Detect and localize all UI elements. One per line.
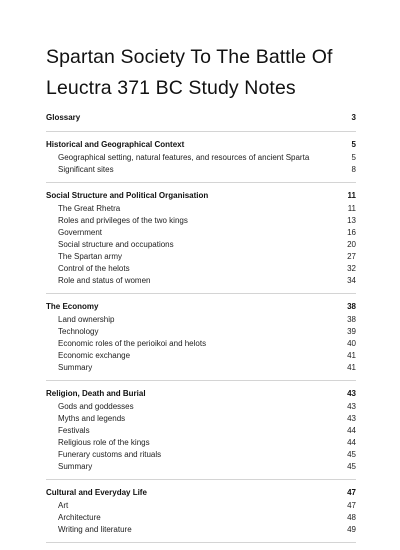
toc-entry-page-number: 20	[347, 240, 356, 249]
toc-entry[interactable]	[46, 425, 356, 437]
toc-section	[46, 190, 356, 294]
toc-entry-label: Roles and privileges of the two kings	[58, 216, 188, 225]
toc-entry-page-number: 44	[347, 438, 356, 447]
toc-entry-label: Economic exchange	[58, 351, 131, 360]
toc-entry-page-number: 41	[347, 351, 356, 360]
toc-entry-page-number: 8	[351, 165, 356, 174]
toc-section-heading[interactable]	[46, 139, 356, 151]
toc-entry-label: Land ownership	[58, 315, 115, 324]
toc-entry[interactable]	[46, 251, 356, 263]
toc-entry-page-number: 48	[347, 513, 356, 522]
toc-entry-label: Art	[58, 501, 69, 510]
toc-entry[interactable]	[46, 203, 356, 215]
toc-entry-label: Festivals	[58, 426, 90, 435]
toc-section	[46, 139, 356, 183]
toc-entry-page-number: 47	[347, 501, 356, 510]
toc-entry[interactable]	[46, 326, 356, 338]
toc-heading-page-number: 3	[351, 113, 356, 122]
toc-section-heading[interactable]	[46, 301, 356, 313]
toc-heading-page-number: 43	[347, 389, 356, 398]
toc-entry-page-number: 39	[347, 327, 356, 336]
toc-entry-label: Summary	[58, 363, 93, 372]
toc-section	[46, 112, 356, 132]
toc-entry-label: Role and status of women	[58, 276, 151, 285]
toc-entry-label: Significant sites	[58, 165, 114, 174]
toc-section	[46, 388, 356, 480]
toc-entry[interactable]	[46, 227, 356, 239]
toc-entry-label: Government	[58, 228, 103, 237]
toc-entry[interactable]	[46, 350, 356, 362]
toc-entry-label: Funerary customs and rituals	[58, 450, 162, 459]
toc-heading-label: Social Structure and Political Organisation	[46, 191, 209, 200]
toc-entry[interactable]	[46, 275, 356, 287]
table-of-contents	[46, 112, 356, 543]
toc-entry[interactable]	[46, 512, 356, 524]
toc-entry[interactable]	[46, 449, 356, 461]
toc-entry-page-number: 45	[347, 450, 356, 459]
toc-entry-page-number: 43	[347, 402, 356, 411]
toc-entry[interactable]	[46, 401, 356, 413]
toc-entry-label: Geographical setting, natural features, and resources of ancient Sparta	[58, 153, 310, 162]
toc-entry[interactable]	[46, 338, 356, 350]
toc-entry-page-number: 5	[351, 153, 356, 162]
toc-entry-label: Economic roles of the perioikoi and helots	[58, 339, 207, 348]
toc-entry[interactable]	[46, 239, 356, 251]
toc-entry[interactable]	[46, 500, 356, 512]
document-title: Spartan Society To The Battle Of Leuctra 371 BC Study Notes	[46, 46, 333, 99]
toc-entry-page-number: 38	[347, 315, 356, 324]
toc-heading-page-number: 11	[347, 191, 356, 200]
toc-section	[46, 301, 356, 381]
toc-entry-label: Technology	[58, 327, 99, 336]
toc-entry[interactable]	[46, 152, 356, 164]
toc-entry[interactable]	[46, 413, 356, 425]
toc-entry[interactable]	[46, 362, 356, 374]
toc-entry-label: Religious role of the kings	[58, 438, 150, 447]
toc-entry-label: Gods and goddesses	[58, 402, 134, 411]
toc-entry[interactable]	[46, 437, 356, 449]
toc-section-heading[interactable]	[46, 190, 356, 202]
toc-entry-label: Control of the helots	[58, 264, 130, 273]
toc-entry-label: Social structure and occupations	[58, 240, 174, 249]
toc-entry-page-number: 27	[347, 252, 356, 261]
document-page	[46, 42, 356, 550]
toc-entry-page-number: 40	[347, 339, 356, 348]
toc-entry-page-number: 11	[347, 204, 356, 213]
toc-heading-label: Religion, Death and Burial	[46, 389, 146, 398]
toc-entry-page-number: 45	[347, 462, 356, 471]
toc-entry[interactable]	[46, 314, 356, 326]
toc-heading-label: Glossary	[46, 113, 81, 122]
toc-heading-label: The Economy	[46, 302, 99, 311]
toc-entry-page-number: 41	[347, 363, 356, 372]
toc-entry-page-number: 32	[347, 264, 356, 273]
toc-entry-label: Writing and literature	[58, 525, 132, 534]
toc-heading-page-number: 5	[351, 140, 356, 149]
toc-entry[interactable]	[46, 461, 356, 473]
toc-entry-label: Myths and legends	[58, 414, 126, 423]
toc-entry-label: The Spartan army	[58, 252, 123, 261]
toc-entry-label: Summary	[58, 462, 93, 471]
toc-heading-page-number: 38	[347, 302, 356, 311]
toc-entry-page-number: 16	[347, 228, 356, 237]
toc-entry-page-number: 49	[347, 525, 356, 534]
toc-entry-label: Architecture	[58, 513, 101, 522]
toc-entry[interactable]	[46, 524, 356, 536]
toc-entry[interactable]	[46, 215, 356, 227]
toc-section-heading[interactable]	[46, 487, 356, 499]
toc-entry[interactable]	[46, 263, 356, 275]
toc-entry[interactable]	[46, 164, 356, 176]
toc-entry-label: The Great Rhetra	[58, 204, 121, 213]
toc-entry-page-number: 43	[347, 414, 356, 423]
toc-entry-page-number: 34	[347, 276, 356, 285]
toc-section-heading[interactable]	[46, 112, 356, 124]
toc-section-heading[interactable]	[46, 388, 356, 400]
toc-section	[46, 487, 356, 543]
toc-heading-page-number: 47	[347, 488, 356, 497]
toc-entry-page-number: 44	[347, 426, 356, 435]
toc-heading-label: Historical and Geographical Context	[46, 140, 185, 149]
toc-heading-label: Cultural and Everyday Life	[46, 488, 147, 497]
toc-entry-page-number: 13	[347, 216, 356, 225]
